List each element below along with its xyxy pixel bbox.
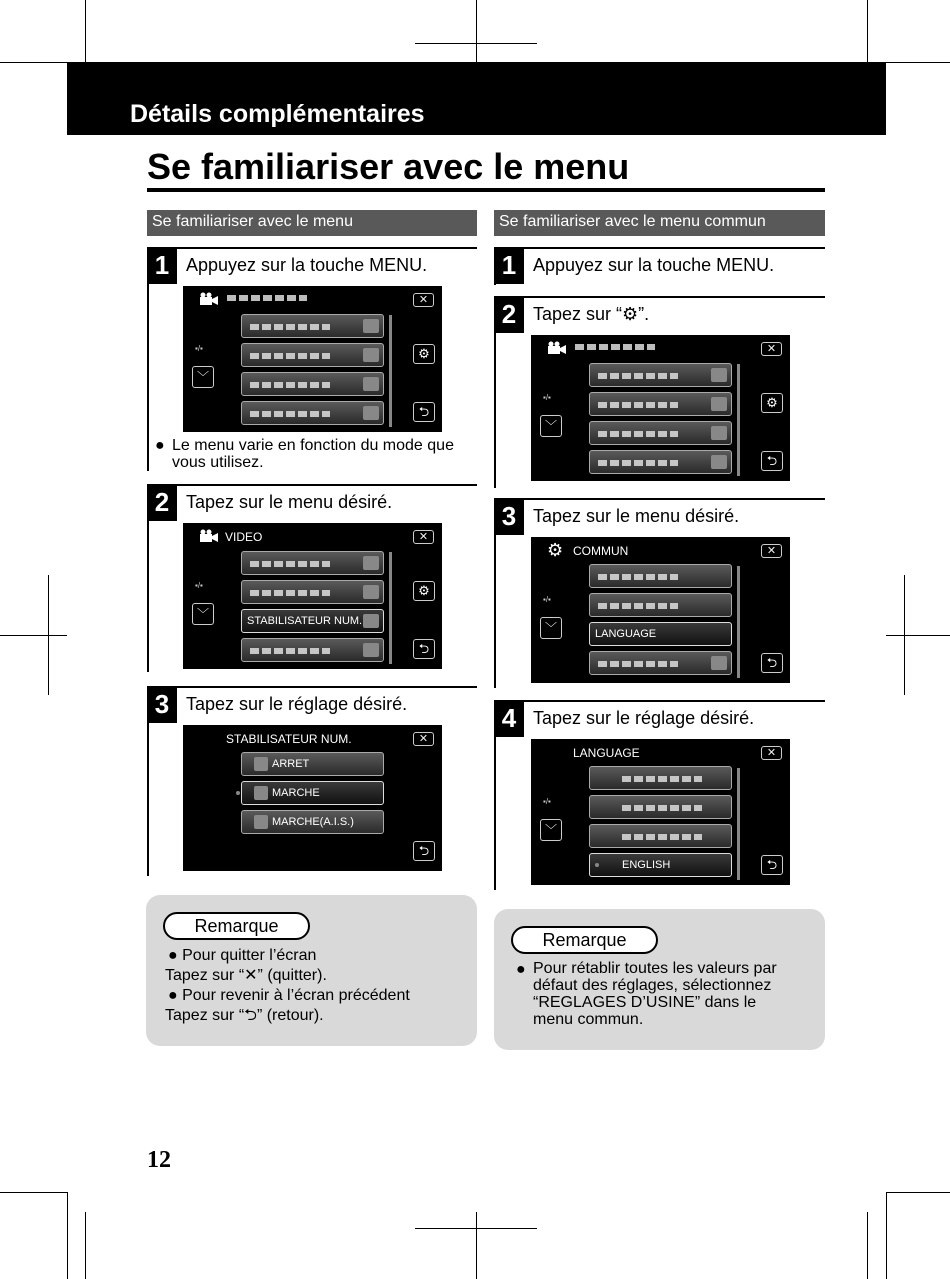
scrollbar[interactable] [389,315,392,427]
remark-text-block [533,960,813,1028]
camera-screen [183,523,442,669]
back-icon[interactable]: ⮌ [413,402,435,422]
close-icon[interactable]: ✕ [413,293,434,307]
scrollbar[interactable] [737,768,740,880]
menu-row[interactable] [241,314,384,338]
camera-screen [183,725,442,871]
crop-mark [415,43,537,44]
remark-text: Pour quitter l’écran [182,947,317,964]
video-camera-icon [547,341,567,360]
page-title: Se familiariser avec le menu [147,146,630,187]
video-camera-icon [199,292,219,311]
section-label: Détails complémentaires [130,100,425,128]
step-text: Tapez sur le réglage désiré. [186,694,408,714]
crop-mark [476,1212,477,1279]
camera-screen [531,335,790,481]
step-rule [147,686,477,688]
step-text: Tapez sur le menu désiré. [533,506,740,526]
crop-mark [85,1212,86,1279]
radio-indicator [236,791,240,795]
row-label: ENGLISH [622,859,671,871]
option-row-selected[interactable] [241,781,384,805]
chevron-down-icon[interactable]: ﹀ [540,415,562,437]
remark-text: Tapez sur “⮌” (retour). [165,1007,324,1024]
radio-indicator [595,863,599,867]
page-indicator: ▪/▪ [543,797,551,806]
step-number: 3 [494,498,524,535]
remark-label: Remarque [163,912,310,940]
crop-mark [886,1192,887,1279]
screen-title: LANGUAGE [573,746,640,760]
bullet-dot: ● [155,437,165,454]
left-column-heading: Se familiariser avec le menu [147,210,477,236]
remark-text: Pour rétablir toutes les valeurs par [533,960,777,977]
menu-row[interactable] [241,401,384,425]
screen-title: COMMUN [573,544,629,558]
menu-row[interactable] [589,450,732,474]
crop-mark [886,1192,950,1193]
step-number: 1 [494,247,524,284]
step-rule [147,247,477,249]
stabilizer-off-icon [254,757,268,771]
menu-row[interactable] [589,824,732,848]
menu-row[interactable] [241,372,384,396]
crop-mark [886,635,950,636]
page-number: 12 [147,1147,171,1173]
camera-screen [183,286,442,432]
menu-row-selected[interactable] [589,853,732,877]
crop-mark [0,62,67,63]
chevron-down-icon[interactable]: ﹀ [192,366,214,388]
crop-mark [85,0,86,62]
menu-row[interactable] [589,421,732,445]
step-number: 2 [147,484,177,521]
crop-mark [886,62,950,63]
scrollbar[interactable] [737,566,740,678]
step-text: Tapez sur le menu désiré. [186,492,393,512]
menu-row-selected[interactable] [241,609,384,633]
menu-row[interactable] [241,580,384,604]
step-rule [494,296,825,298]
video-camera-icon [199,529,219,548]
remark-bullet: ● [516,961,526,978]
stabilizer-icon [363,614,379,628]
chevron-down-icon[interactable]: ﹀ [192,603,214,625]
menu-row[interactable] [241,343,384,367]
scrollbar[interactable] [737,364,740,476]
option-label: MARCHE [272,787,320,799]
option-label: MARCHE(A.I.S.) [272,816,354,828]
chevron-down-icon[interactable]: ﹀ [540,819,562,841]
title-rule [147,188,825,192]
step-number: 3 [147,686,177,723]
page-indicator: ▪/▪ [543,595,551,604]
menu-row[interactable] [241,551,384,575]
step-text: Tapez sur “⚙”. [533,304,650,324]
stabilizer-on-icon [254,786,268,800]
back-icon[interactable]: ⮌ [761,653,783,673]
menu-row[interactable] [589,363,732,387]
blurred-label [227,295,307,301]
menu-row[interactable] [589,766,732,790]
remark-text: Pour revenir à l’écran précédent [182,987,410,1004]
gear-icon: ⚙ [547,540,564,560]
crop-mark [0,635,67,636]
page-indicator: ▪/▪ [195,344,203,353]
crop-mark [415,1228,537,1229]
option-row[interactable] [241,810,384,834]
remark-bullet: ● Pour revenir à l’écran précédent [168,987,410,1004]
crop-mark [867,1212,868,1279]
step-number: 4 [494,700,524,737]
page-indicator: ▪/▪ [195,581,203,590]
crop-mark [476,0,477,62]
gear-icon[interactable]: ⚙ [413,581,435,601]
step-text: Appuyez sur la touche MENU. [533,255,775,275]
step-text: Appuyez sur la touche MENU. [186,255,428,275]
remark-text: “REGLAGES D’USINE” dans le [533,994,757,1011]
back-icon[interactable]: ⮌ [413,639,435,659]
step-rule [494,247,825,249]
scrollbar[interactable] [389,552,392,664]
blurred-label [575,344,655,350]
close-icon[interactable]: ✕ [413,530,434,544]
crop-mark [867,0,868,62]
remark-label: Remarque [511,926,658,954]
screen-title: VIDEO [225,530,263,544]
step-rule [147,484,477,486]
step-number: 2 [494,296,524,333]
back-icon[interactable]: ⮌ [761,855,783,875]
menu-row-selected[interactable] [589,622,732,646]
back-icon[interactable]: ⮌ [761,451,783,471]
close-icon[interactable]: ✕ [761,544,782,558]
menu-row[interactable] [589,651,732,675]
close-icon[interactable]: ✕ [761,342,782,356]
remark-text: défaut des réglages, sélectionnez [533,977,772,994]
close-icon[interactable]: ✕ [761,746,782,760]
note-bullet [155,437,475,471]
step-text: Tapez sur le réglage désiré. [533,708,755,728]
gear-icon[interactable]: ⚙ [761,393,783,413]
remark-text: Tapez sur “✕” (quitter). [165,967,327,984]
menu-row[interactable] [589,795,732,819]
remark-bullet: ● Pour quitter l’écran [168,947,317,964]
menu-row[interactable] [589,564,732,588]
chevron-down-icon[interactable]: ﹀ [540,617,562,639]
crop-mark [0,1192,67,1193]
row-label: STABILISATEUR NUM. [247,615,363,627]
option-row[interactable] [241,752,384,776]
stabilizer-ais-icon [254,815,268,829]
note-line: Le menu varie en fonction du mode que [172,437,454,454]
row-label: LANGUAGE [595,628,657,640]
step-rule [494,700,825,702]
screen-title: STABILISATEUR NUM. [226,732,352,746]
right-column-heading: Se familiariser avec le menu commun [494,210,825,236]
camera-screen [531,537,790,683]
option-label: ARRET [272,758,310,770]
menu-row[interactable] [241,638,384,662]
menu-row[interactable] [589,593,732,617]
crop-mark [67,1192,68,1279]
back-icon[interactable]: ⮌ [413,841,435,861]
step-number: 1 [147,247,177,284]
note-line: vous utilisez. [172,454,264,471]
camera-screen [531,739,790,885]
gear-icon[interactable]: ⚙ [413,344,435,364]
page-indicator: ▪/▪ [543,393,551,402]
close-icon[interactable]: ✕ [413,732,434,746]
remark-text: menu commun. [533,1011,644,1028]
step-rule [494,498,825,500]
menu-row[interactable] [589,392,732,416]
